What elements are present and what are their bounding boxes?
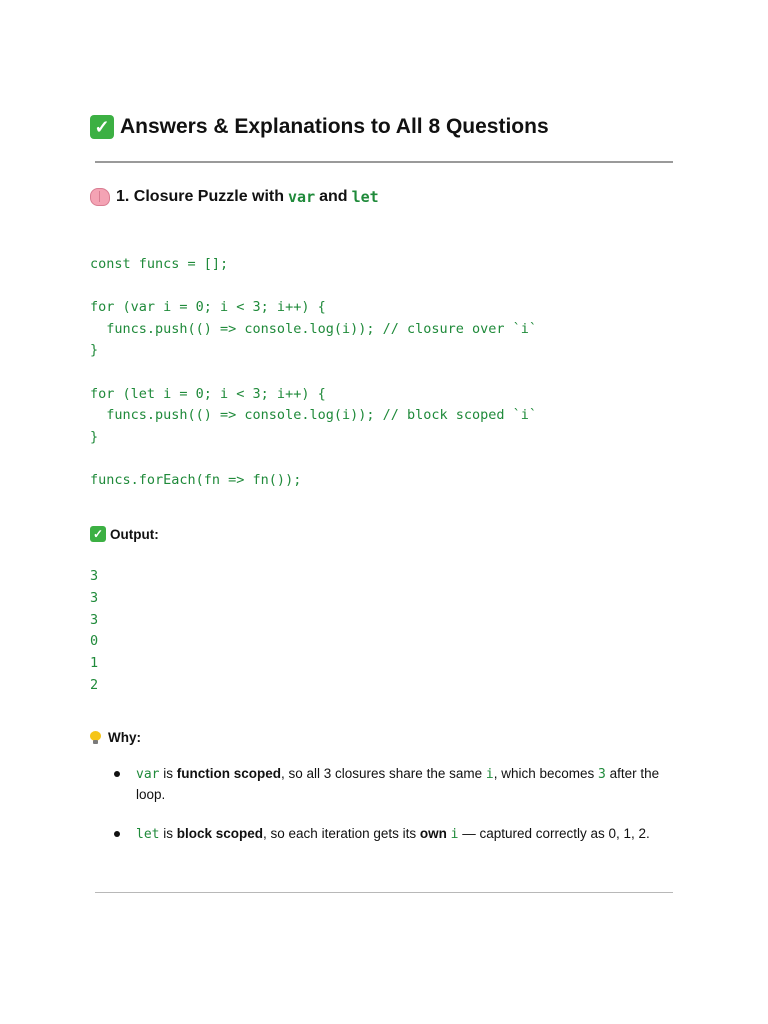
light-bulb-icon <box>90 731 101 745</box>
inline-code: let <box>136 827 160 842</box>
code-line: funcs.forEach(fn => fn()); <box>90 471 302 488</box>
output-line: 3 <box>90 589 99 606</box>
code-line <box>90 276 537 298</box>
text: , which becomes <box>493 766 598 781</box>
heading-divider <box>95 161 673 163</box>
inline-code: 3 <box>597 767 606 782</box>
code-line: for (var i = 0; i < 3; i++) { <box>90 299 326 316</box>
section-title-code-let: let <box>351 188 379 206</box>
output-label-text: Output: <box>110 526 159 542</box>
main-heading-text: Answers & Explanations to All 8 Questions <box>120 115 549 138</box>
text: — captured correctly as 0, 1, 2. <box>458 826 650 841</box>
code-line <box>90 362 537 384</box>
code-line: } <box>90 342 99 359</box>
code-line <box>90 448 537 470</box>
main-heading <box>90 115 549 139</box>
code-line: const funcs = []; <box>90 256 229 272</box>
bold-text: function scoped <box>176 766 281 781</box>
section-title-and: and <box>319 188 348 205</box>
bullet-icon <box>114 771 120 777</box>
output-line: 0 <box>90 633 99 650</box>
code-line: funcs.push(() => console.log(i)); // closure over `i` <box>90 320 538 337</box>
code-block <box>90 254 537 492</box>
section-heading <box>90 188 383 206</box>
why-label-text: Why: <box>108 730 141 745</box>
code-line: } <box>90 428 99 445</box>
bottom-divider <box>95 892 673 893</box>
brain-icon <box>90 188 110 206</box>
text: after the loop. <box>136 766 660 802</box>
code-line: for (let i = 0; i < 3; i++) { <box>90 385 326 402</box>
list-item <box>110 824 675 845</box>
text: , so all 3 closures share the same <box>281 766 486 781</box>
output-label <box>90 526 159 542</box>
output-line: 1 <box>90 655 99 672</box>
inline-code: var <box>136 767 160 782</box>
check-mark-icon: ✓ <box>90 115 114 139</box>
section-title-code-var: var <box>288 188 316 206</box>
why-label <box>90 730 141 745</box>
text: is <box>159 826 177 841</box>
list-item <box>110 764 675 805</box>
output-line: 2 <box>90 676 99 693</box>
check-mark-icon: ✓ <box>90 526 106 542</box>
text: is <box>159 766 177 781</box>
output-line: 3 <box>90 611 99 628</box>
output-block <box>90 566 98 697</box>
inline-code: i <box>485 767 494 782</box>
inline-code: i <box>450 827 459 842</box>
code-line: funcs.push(() => console.log(i)); // block scoped `i` <box>90 407 538 424</box>
text: , so each iteration gets its <box>263 826 420 841</box>
why-list <box>110 764 675 864</box>
section-title-prefix: 1. Closure Puzzle with <box>116 188 285 205</box>
bold-text: block scoped <box>176 826 264 841</box>
bold-text: own <box>419 826 447 841</box>
output-line: 3 <box>90 568 99 584</box>
bullet-icon <box>114 831 120 837</box>
